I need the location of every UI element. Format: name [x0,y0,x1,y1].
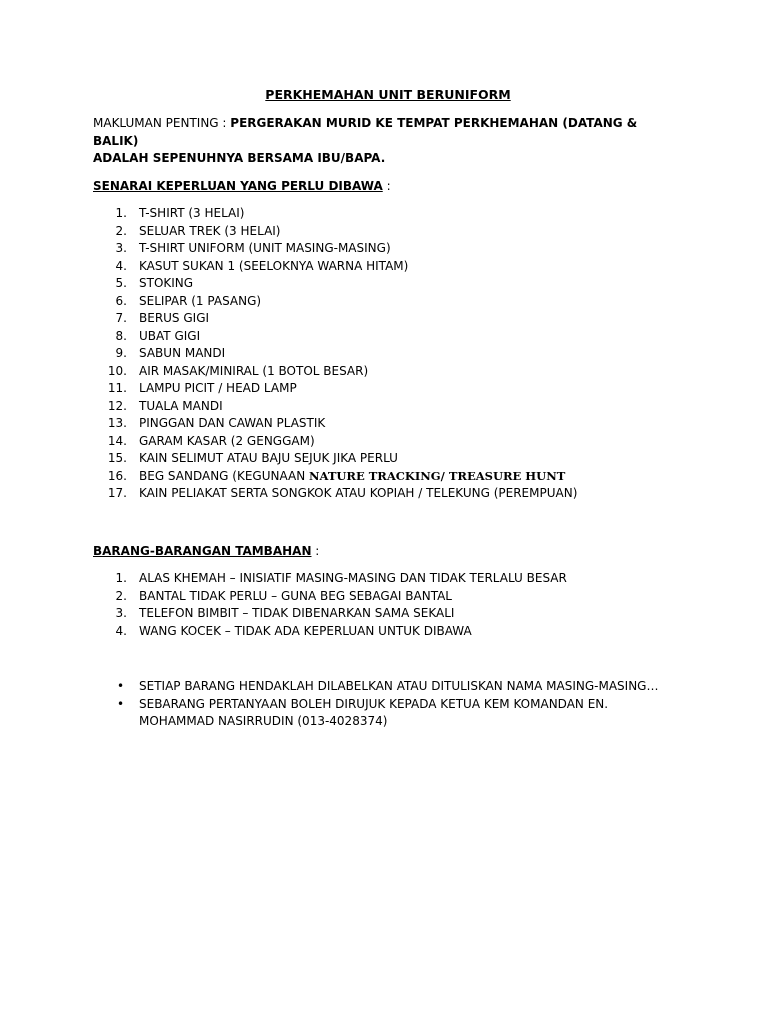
bullet-icon: • [117,696,125,711]
list-item: 9. SABUN MANDI [115,346,226,360]
list-item: 17. KAIN PELIAKAT SERTA SONGKOK ATAU KOPIAH / TELEKUNG (PEREMPUAN) [107,486,578,500]
list-item: 2. SELUAR TREK (3 HELAI) [115,223,281,238]
extra-items-heading-text: BARANG-BARANGAN TAMBAHAN [93,543,312,558]
note-item: • SEBARANG PERTANYAAN BOLEH DIRUJUK KEPADA KETUA KEM KOMANDAN EN. MOHAMMAD NASIRRUDIN (013-4028374) [117,696,609,728]
list-item: 6. SELIPAR (1 PASANG) [115,293,262,308]
list-item: 10. AIR MASAK/MINIRAL (1 BOTOL BESAR) [107,363,369,378]
extra-items-heading-suffix: : [311,543,320,558]
list-item: 16. BEG SANDANG (KEGUNAAN NATURE TRACKING/ TREASURE HUNT [107,468,566,483]
list-item: 5. STOKING [115,276,194,290]
list-item: 4. WANG KOCEK – TIDAK ADA KEPERLUAN UNTUK DIBAWA [115,623,472,638]
document-title: PERKHEMAHAN UNIT BERUNIFORM [265,87,511,102]
list-item: 7. BERUS GIGI [115,311,210,325]
list-item: 8. UBAT GIGI [115,328,201,343]
required-items-heading-suffix: : [382,178,391,193]
required-items-heading-text: SENARAI KEPERLUAN YANG PERLU DIBAWA [93,178,383,193]
list-item: 4. KASUT SUKAN 1 (SEELOKNYA WARNA HITAM) [115,258,409,273]
list-item: 3. TELEFON BIMBIT – TIDAK DIBENARKAN SAMA SEKALI [115,606,455,620]
spacer [93,640,683,678]
list-item: 11. LAMPU PICIT / HEAD LAMP [107,381,297,395]
required-items-list [93,205,683,503]
notice-text-line2: ADALAH SEPENUHNYA BERSAMA IBU/BAPA. [93,151,386,165]
extra-items-list [93,570,683,640]
list-item: 13. PINGGAN DAN CAWAN PLASTIK [107,416,326,430]
required-items-heading [93,178,683,196]
list-item: 1. ALAS KHEMAH – INISIATIF MASING-MASING DAN TIDAK TERLALU BESAR [115,571,567,585]
list-item: 2. BANTAL TIDAK PERLU – GUNA BEG SEBAGAI BANTAL [115,588,452,603]
list-item: 1. T-SHIRT (3 HELAI) [115,206,245,220]
notice-label: MAKLUMAN PENTING : [93,116,231,130]
list-item: 14. GARAM KASAR (2 GENGGAM) [107,433,315,448]
notes-list [93,678,683,731]
spacer [93,503,683,543]
list-item: 15. KAIN SELIMUT ATAU BAJU SEJUK JIKA PERLU [107,451,398,465]
list-item-emphasis: NATURE TRACKING/ TREASURE HUNT [309,468,566,483]
extra-items-heading [93,543,683,561]
list-item: 3. T-SHIRT UNIFORM (UNIT MASING-MASING) [115,241,391,255]
list-item: 12. TUALA MANDI [107,398,223,413]
notice-text-line1: PERGERAKAN MURID KE TEMPAT PERKHEMAHAN (DATANG & BALIK) [93,116,638,148]
document-page [93,86,683,731]
important-notice [93,115,683,168]
note-item: • SETIAP BARANG HENDAKLAH DILABELKAN ATAU DITULISKAN NAMA MASING-MASING… [93,678,683,696]
bullet-icon: • [117,679,125,693]
